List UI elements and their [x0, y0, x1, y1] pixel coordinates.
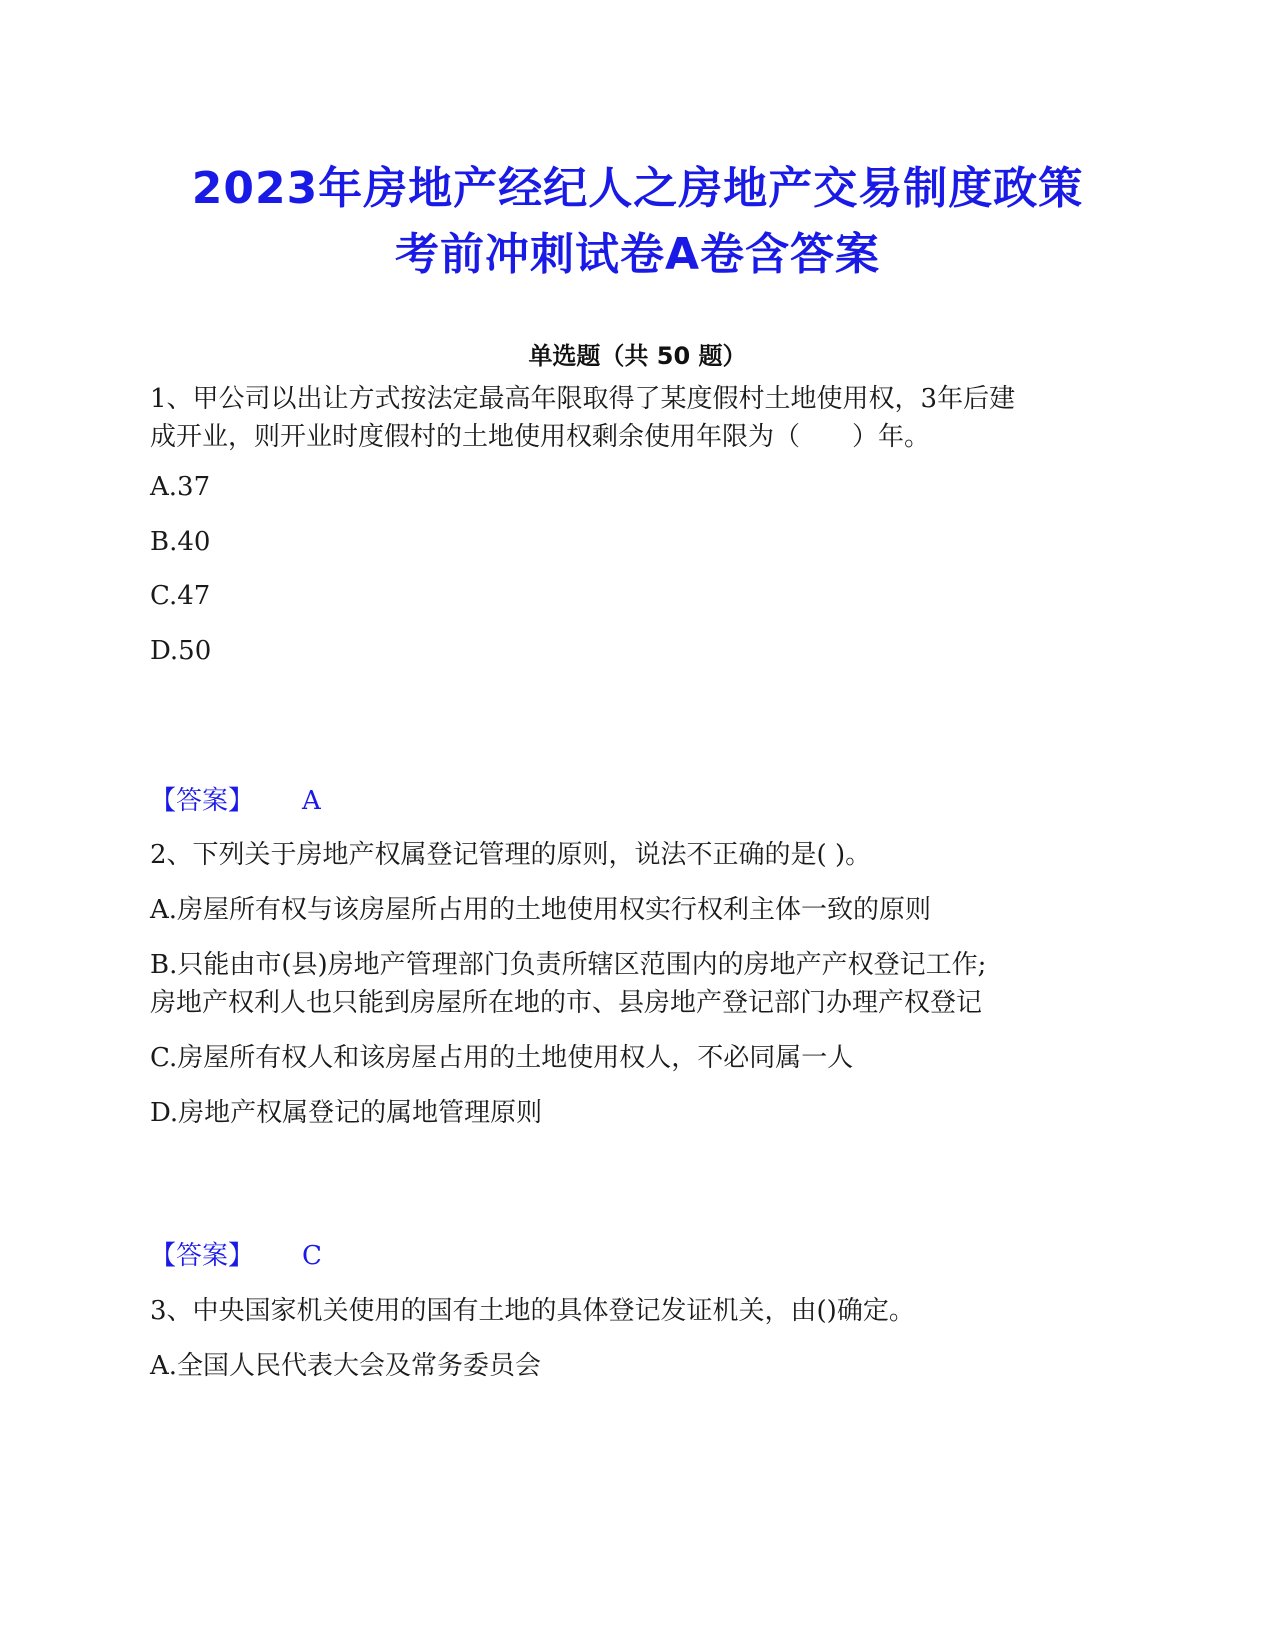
question-1-option-d: D.50 [150, 636, 212, 666]
question-2-option-d: D.房地产权属登记的属地管理原则 [150, 1098, 543, 1128]
question-1-stem-line-1: 1、甲公司以出让方式按法定最高年限取得了某度假村土地使用权，3年后建 [150, 384, 1016, 414]
answer-label: 【答案】 [150, 1241, 255, 1271]
question-3-stem: 3、中央国家机关使用的国有土地的具体登记发证机关，由()确定。 [150, 1296, 915, 1326]
question-2-option-c: C.房屋所有权人和该房屋占用的土地使用权人，不必同属一人 [150, 1043, 854, 1073]
question-1-answer [150, 780, 321, 817]
question-2-option-a: A.房屋所有权与该房屋所占用的土地使用权实行权利主体一致的原则 [150, 895, 932, 925]
question-3-option-a: A.全国人民代表大会及常务委员会 [150, 1351, 542, 1381]
question-2-answer [150, 1235, 322, 1272]
question-1-option-c: C.47 [150, 581, 211, 611]
question-1-option-b: B.40 [150, 527, 211, 557]
question-2-option-b-line-2: 房地产权利人也只能到房屋所在地的市、县房地产登记部门办理产权登记 [150, 988, 983, 1018]
question-1-option-a: A.37 [150, 472, 211, 502]
document-title-line-2: 考前冲刺试卷A卷含答案 [394, 229, 881, 280]
question-2-stem: 2、下列关于房地产权属登记管理的原则，说法不正确的是( )。 [150, 840, 872, 870]
answer-value: A [302, 786, 321, 816]
answer-label: 【答案】 [150, 786, 255, 816]
question-1-stem-line-2: 成开业，则开业时度假村的土地使用权剩余使用年限为（ ）年。 [150, 422, 931, 452]
section-heading: 单选题（共 50 题） [528, 342, 747, 370]
answer-value: C [302, 1241, 322, 1271]
question-2-option-b-line-1: B.只能由市(县)房地产管理部门负责所辖区范围内的房地产产权登记工作; [150, 950, 987, 980]
document-title-line-1: 2023年房地产经纪人之房地产交易制度政策 [191, 163, 1084, 214]
